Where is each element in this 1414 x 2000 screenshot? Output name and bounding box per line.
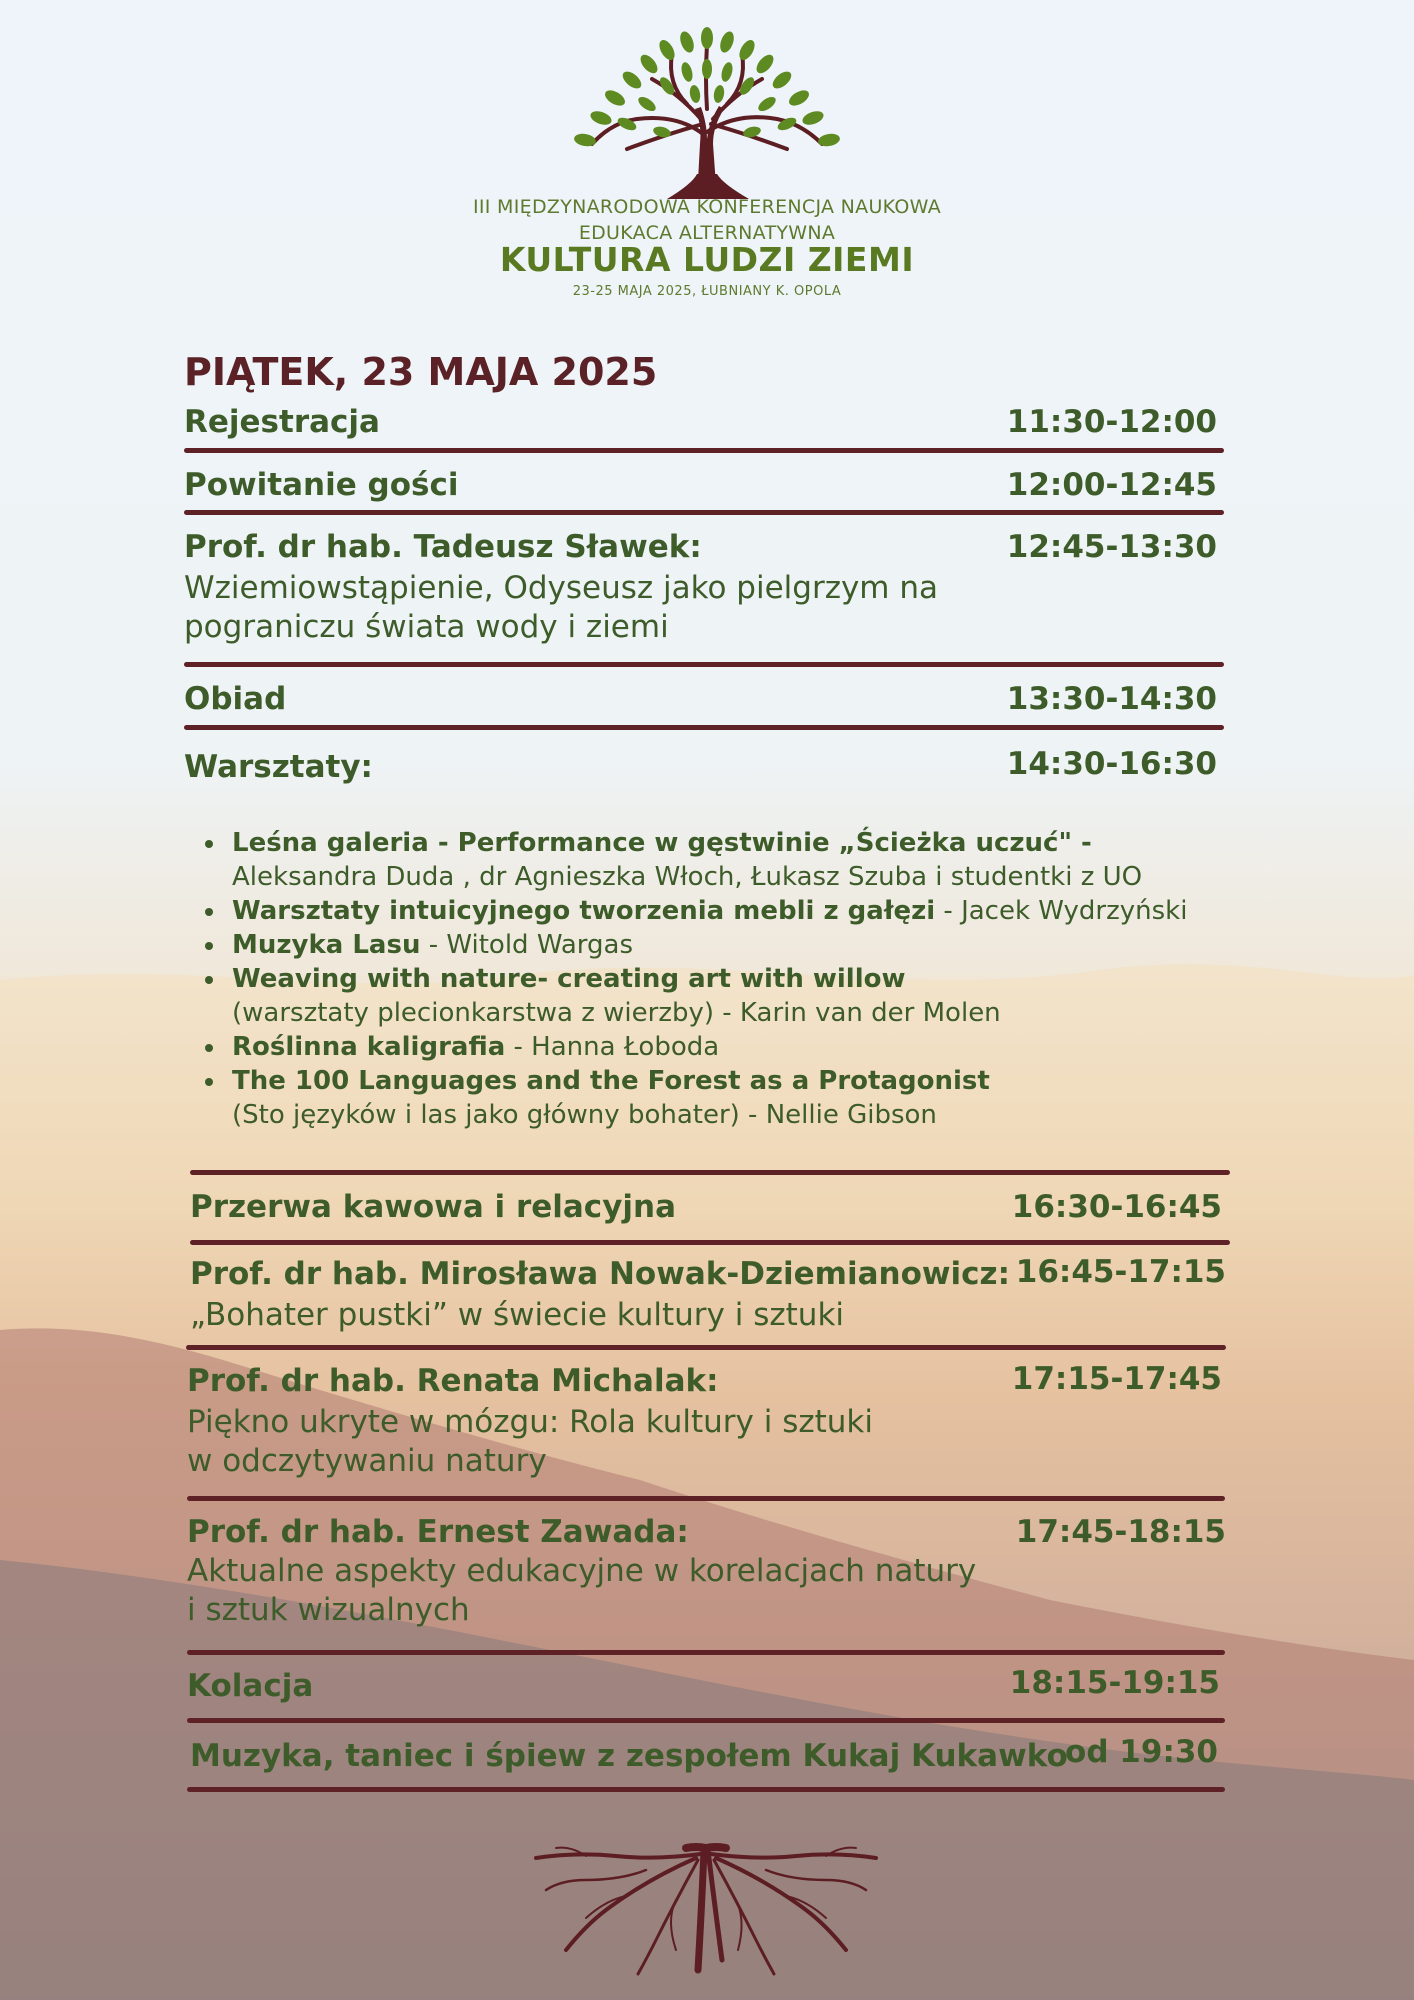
schedule-item-time: 11:30-12:00	[1006, 404, 1217, 440]
workshop-list	[232, 826, 1187, 1132]
workshop-title: Muzyka Lasu	[232, 930, 421, 960]
schedule-item-time: od 19:30	[1065, 1734, 1218, 1770]
schedule-item-label: Powitanie gości	[184, 467, 459, 503]
divider	[186, 1345, 1226, 1350]
schedule-item-time: 16:30-16:45	[1011, 1189, 1222, 1225]
day-title: PIĄTEK, 23 MAJA 2025	[184, 350, 658, 394]
divider	[184, 448, 1224, 453]
list-item	[232, 1030, 1187, 1064]
list-item	[232, 1064, 1187, 1132]
talk-title-line: Aktualne aspekty edukacyjne w korelacjach natury	[187, 1553, 977, 1589]
divider	[184, 662, 1224, 667]
talk-title-line: Piękno ukryte w mózgu: Rola kultury i sztuki	[187, 1404, 873, 1440]
schedule-item-label: Obiad	[184, 681, 287, 717]
talk-title-line: Wziemiowstąpienie, Odyseusz jako pielgrzym na	[184, 570, 939, 606]
workshop-leaders: Aleksandra Duda , dr Agnieszka Włoch, Łukasz Szuba i studentki z UO	[232, 862, 1143, 892]
conference-series: EDUKACA ALTERNATYWNA	[578, 222, 836, 244]
divider	[187, 1787, 1225, 1792]
workshop-title: Warsztaty intuicyjnego tworzenia mebli z gałęzi	[232, 896, 936, 926]
tree-logo-icon	[567, 24, 847, 199]
schedule-item-label: Rejestracja	[184, 404, 380, 440]
workshop-leaders: (warsztaty plecionkarstwa z wierzby) - Karin van der Molen	[232, 998, 1001, 1028]
speaker-name: Prof. dr hab. Tadeusz Sławek:	[184, 529, 702, 565]
divider	[190, 1240, 1230, 1245]
schedule-item-time: 17:45-18:15	[1015, 1514, 1226, 1550]
divider	[187, 1718, 1225, 1723]
conference-subtitle: III MIĘDZYNARODOWA KONFERENCJA NAUKOWA	[473, 196, 941, 218]
speaker-name: Prof. dr hab. Renata Michalak:	[187, 1363, 719, 1399]
list-item	[232, 826, 1187, 894]
speaker-name: Prof. dr hab. Mirosława Nowak-Dziemianowicz:	[190, 1256, 1010, 1292]
list-item	[232, 894, 1187, 928]
schedule-item-time: 14:30-16:30	[1006, 746, 1217, 782]
workshop-leaders: - Jacek Wydrzyński	[935, 896, 1188, 926]
schedule-item-label: Warsztaty:	[184, 749, 373, 785]
schedule-item-label: Muzyka, taniec i śpiew z zespołem Kukaj Kukawko	[190, 1738, 1068, 1774]
workshop-leaders: (Sto języków i las jako główny bohater) - Nellie Gibson	[232, 1100, 937, 1130]
schedule-item-time: 13:30-14:30	[1006, 681, 1217, 717]
talk-title-line: „Bohater pustki” w świecie kultury i sztuki	[190, 1297, 845, 1333]
divider	[184, 725, 1224, 730]
talk-title-line: w odczytywaniu natury	[187, 1443, 547, 1479]
conference-title: KULTURA LUDZI ZIEMI	[499, 240, 915, 279]
schedule-item-label: Kolacja	[187, 1668, 314, 1704]
speaker-name: Prof. dr hab. Ernest Zawada:	[187, 1514, 689, 1550]
workshop-title: Roślinna kaligrafia	[232, 1032, 506, 1062]
schedule-item-time: 18:15-19:15	[1009, 1665, 1220, 1701]
divider	[187, 1650, 1225, 1655]
list-item	[232, 928, 1187, 962]
roots-icon	[526, 1840, 886, 1980]
talk-title-line: pograniczu świata wody i ziemi	[184, 609, 669, 645]
workshop-title: Leśna galeria - Performance w gęstwinie „Ścieżka uczuć" -	[232, 828, 1092, 858]
workshop-leaders: - Witold Wargas	[420, 930, 634, 960]
divider	[190, 1170, 1230, 1175]
workshop-title: Weaving with nature- creating art with willow	[232, 964, 906, 994]
schedule-item-time: 12:45-13:30	[1006, 529, 1217, 565]
schedule-item-time: 12:00-12:45	[1006, 467, 1217, 503]
conference-date-place: 23-25 MAJA 2025, ŁUBNIANY K. OPOLA	[572, 284, 842, 299]
workshop-leaders: - Hanna Łoboda	[505, 1032, 720, 1062]
workshop-title: The 100 Languages and the Forest as a Protagonist	[232, 1066, 990, 1096]
divider	[187, 1496, 1225, 1501]
divider	[184, 510, 1224, 515]
schedule-item-time: 17:15-17:45	[1011, 1361, 1222, 1397]
schedule-item-time: 16:45-17:15	[1015, 1254, 1226, 1290]
schedule-item-label: Przerwa kawowa i relacyjna	[190, 1189, 677, 1225]
list-item	[232, 962, 1187, 1030]
talk-title-line: i sztuk wizualnych	[187, 1592, 470, 1628]
